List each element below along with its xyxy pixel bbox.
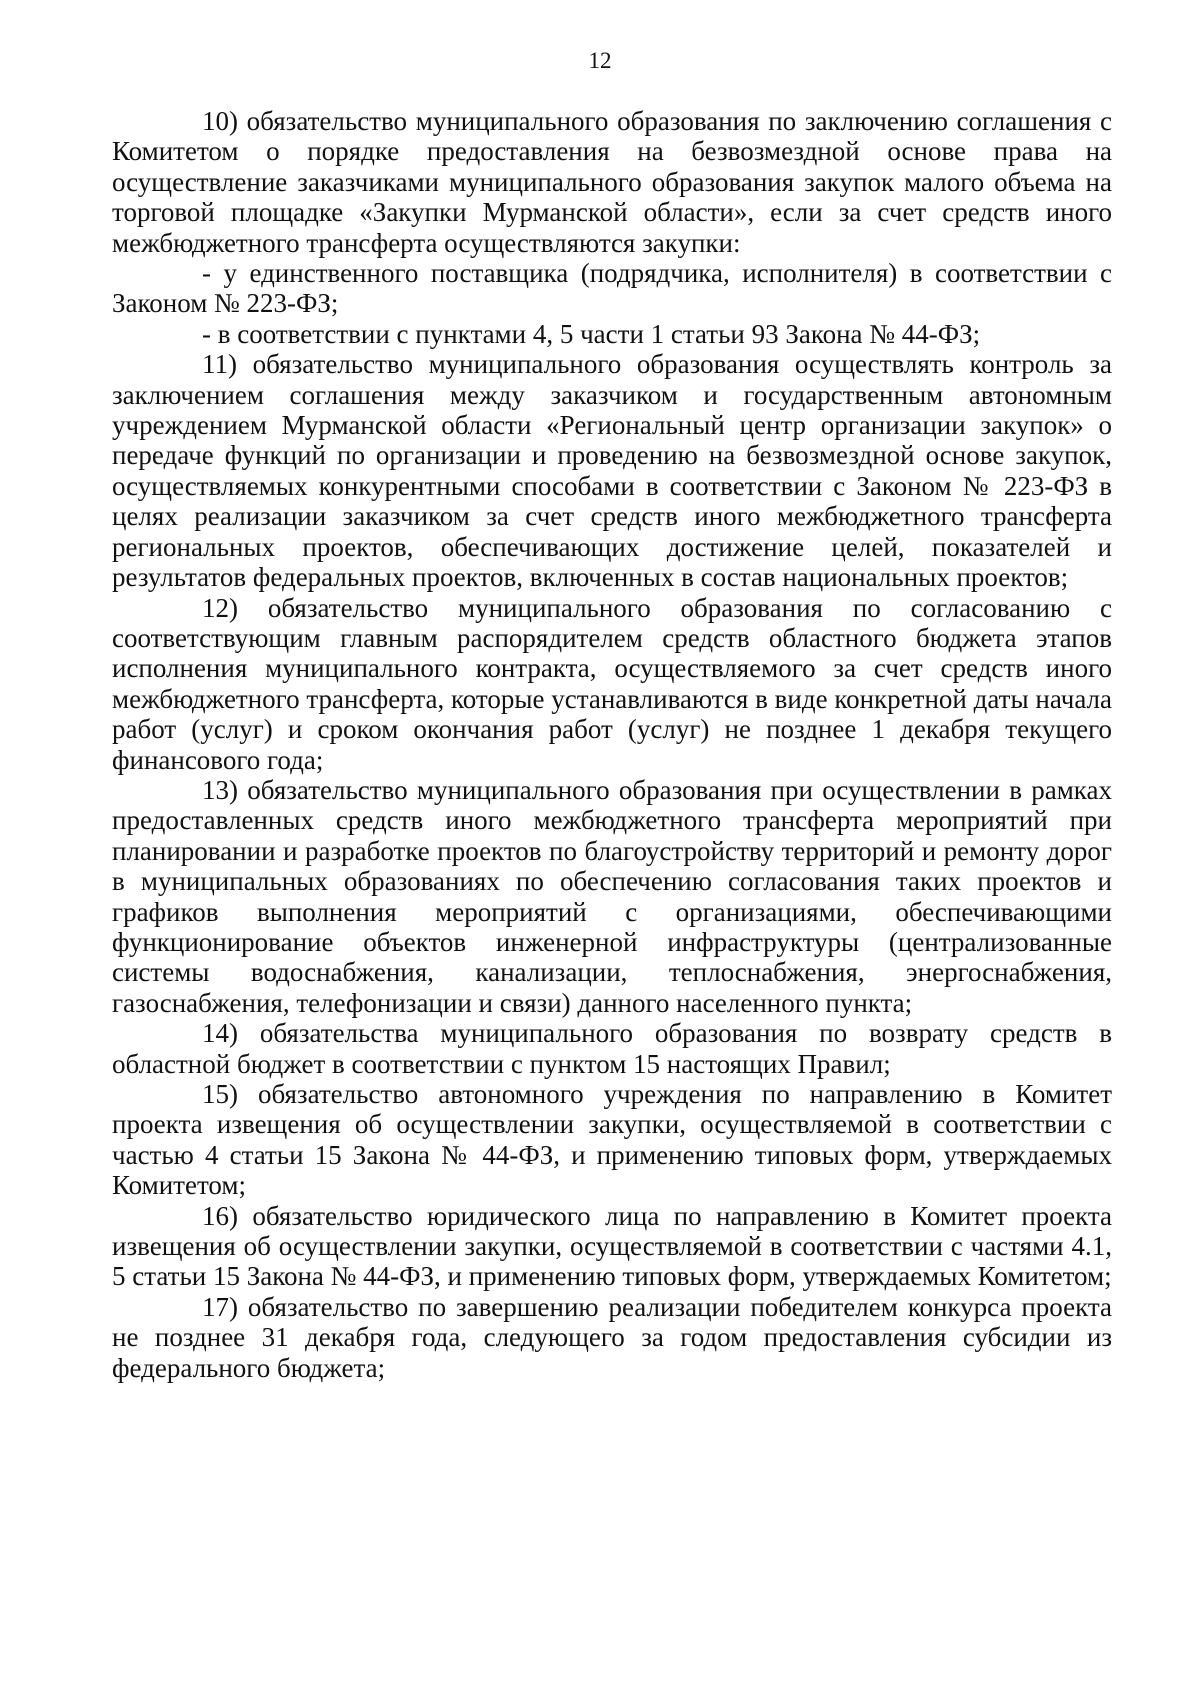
paragraph-item-15: 15) обязательство автономного учреждения по направлению в Комитет проекта извещения об осуществлении закупки, осуществляемой в соответствии с частью 4 статьи 15 Закона № 44-ФЗ, и применению типовых форм, утверждаемых Комитетом; bbox=[112, 1079, 1112, 1201]
paragraph-item-11: 11) обязательство муниципального образования осуществлять контроль за заключением соглашения между заказчиком и государственным автономным учреждением Мурманской области «Региональный центр организации закупок» о передаче функций по организации и проведению на безвозмездной основе закупок, осуществляемых конкурентными способами в соответствии с Законом № 223-ФЗ в целях реализации заказчиком за счет средств иного межбюджетного трансферта региональных проектов, обеспечивающих достижение целей, показателей и результатов федеральных проектов, включенных в состав национальных проектов; bbox=[112, 349, 1112, 593]
paragraph-item-13: 13) обязательство муниципального образования при осуществлении в рамках предоставленных средств иного межбюджетного трансферта мероприятий при планировании и разработке проектов по благоустройству территорий и ремонту дорог в муниципальных образованиях по обеспечению согласования таких проектов и графиков выполнения мероприятий с организациями, обеспечивающими функционирование объектов инженерной инфраструктуры (централизованные системы водоснабжения, канализации, теплоснабжения, энергоснабжения, газоснабжения, телефонизации и связи) данного населенного пункта; bbox=[112, 774, 1112, 1018]
page-number: 12 bbox=[588, 48, 612, 73]
document-body bbox=[112, 106, 1112, 1383]
paragraph-item-17: 17) обязательство по завершению реализации победителем конкурса проекта не позднее 31 декабря года, следующего за годом предоставления субсидии из федерального бюджета; bbox=[112, 1291, 1112, 1383]
paragraph-item-12: 12) обязательство муниципального образования по согласованию с соответствующим главным распорядителем средств областного бюджета этапов исполнения муниципального контракта, осуществляемого за счет средств иного межбюджетного трансферта, которые устанавливаются в виде конкретной даты начала работ (услуг) и сроком окончания работ (услуг) не позднее 1 декабря текущего финансового года; bbox=[112, 592, 1112, 775]
paragraph-item-16: 16) обязательство юридического лица по направлению в Комитет проекта извещения об осуществлении закупки, осуществляемой в соответствии с частями 4.1, 5 статьи 15 Закона № 44-ФЗ, и применению типовых форм, утверждаемых Комитетом; bbox=[112, 1200, 1112, 1292]
paragraph-item-10: 10) обязательство муниципального образования по заключению соглашения с Комитетом о порядке предоставления на безвозмездной основе права на осуществление заказчиками муниципального образования закупок малого объема на торговой площадке «Закупки Мурманской области», если за счет средств иного межбюджетного трансферта осуществляются закупки: bbox=[112, 106, 1112, 258]
paragraph-item-10-subitem-sole-supplier: - у единственного поставщика (подрядчика, исполнителя) в соответствии с Законом № 223-ФЗ; bbox=[112, 258, 1112, 319]
paragraph-item-10-subitem-article-93: - в соответствии с пунктами 4, 5 части 1 статьи 93 Закона № 44-ФЗ; bbox=[202, 318, 981, 349]
paragraph-item-14: 14) обязательства муниципального образования по возврату средств в областной бюджет в соответствии с пунктом 15 настоящих Правил; bbox=[112, 1018, 1112, 1079]
